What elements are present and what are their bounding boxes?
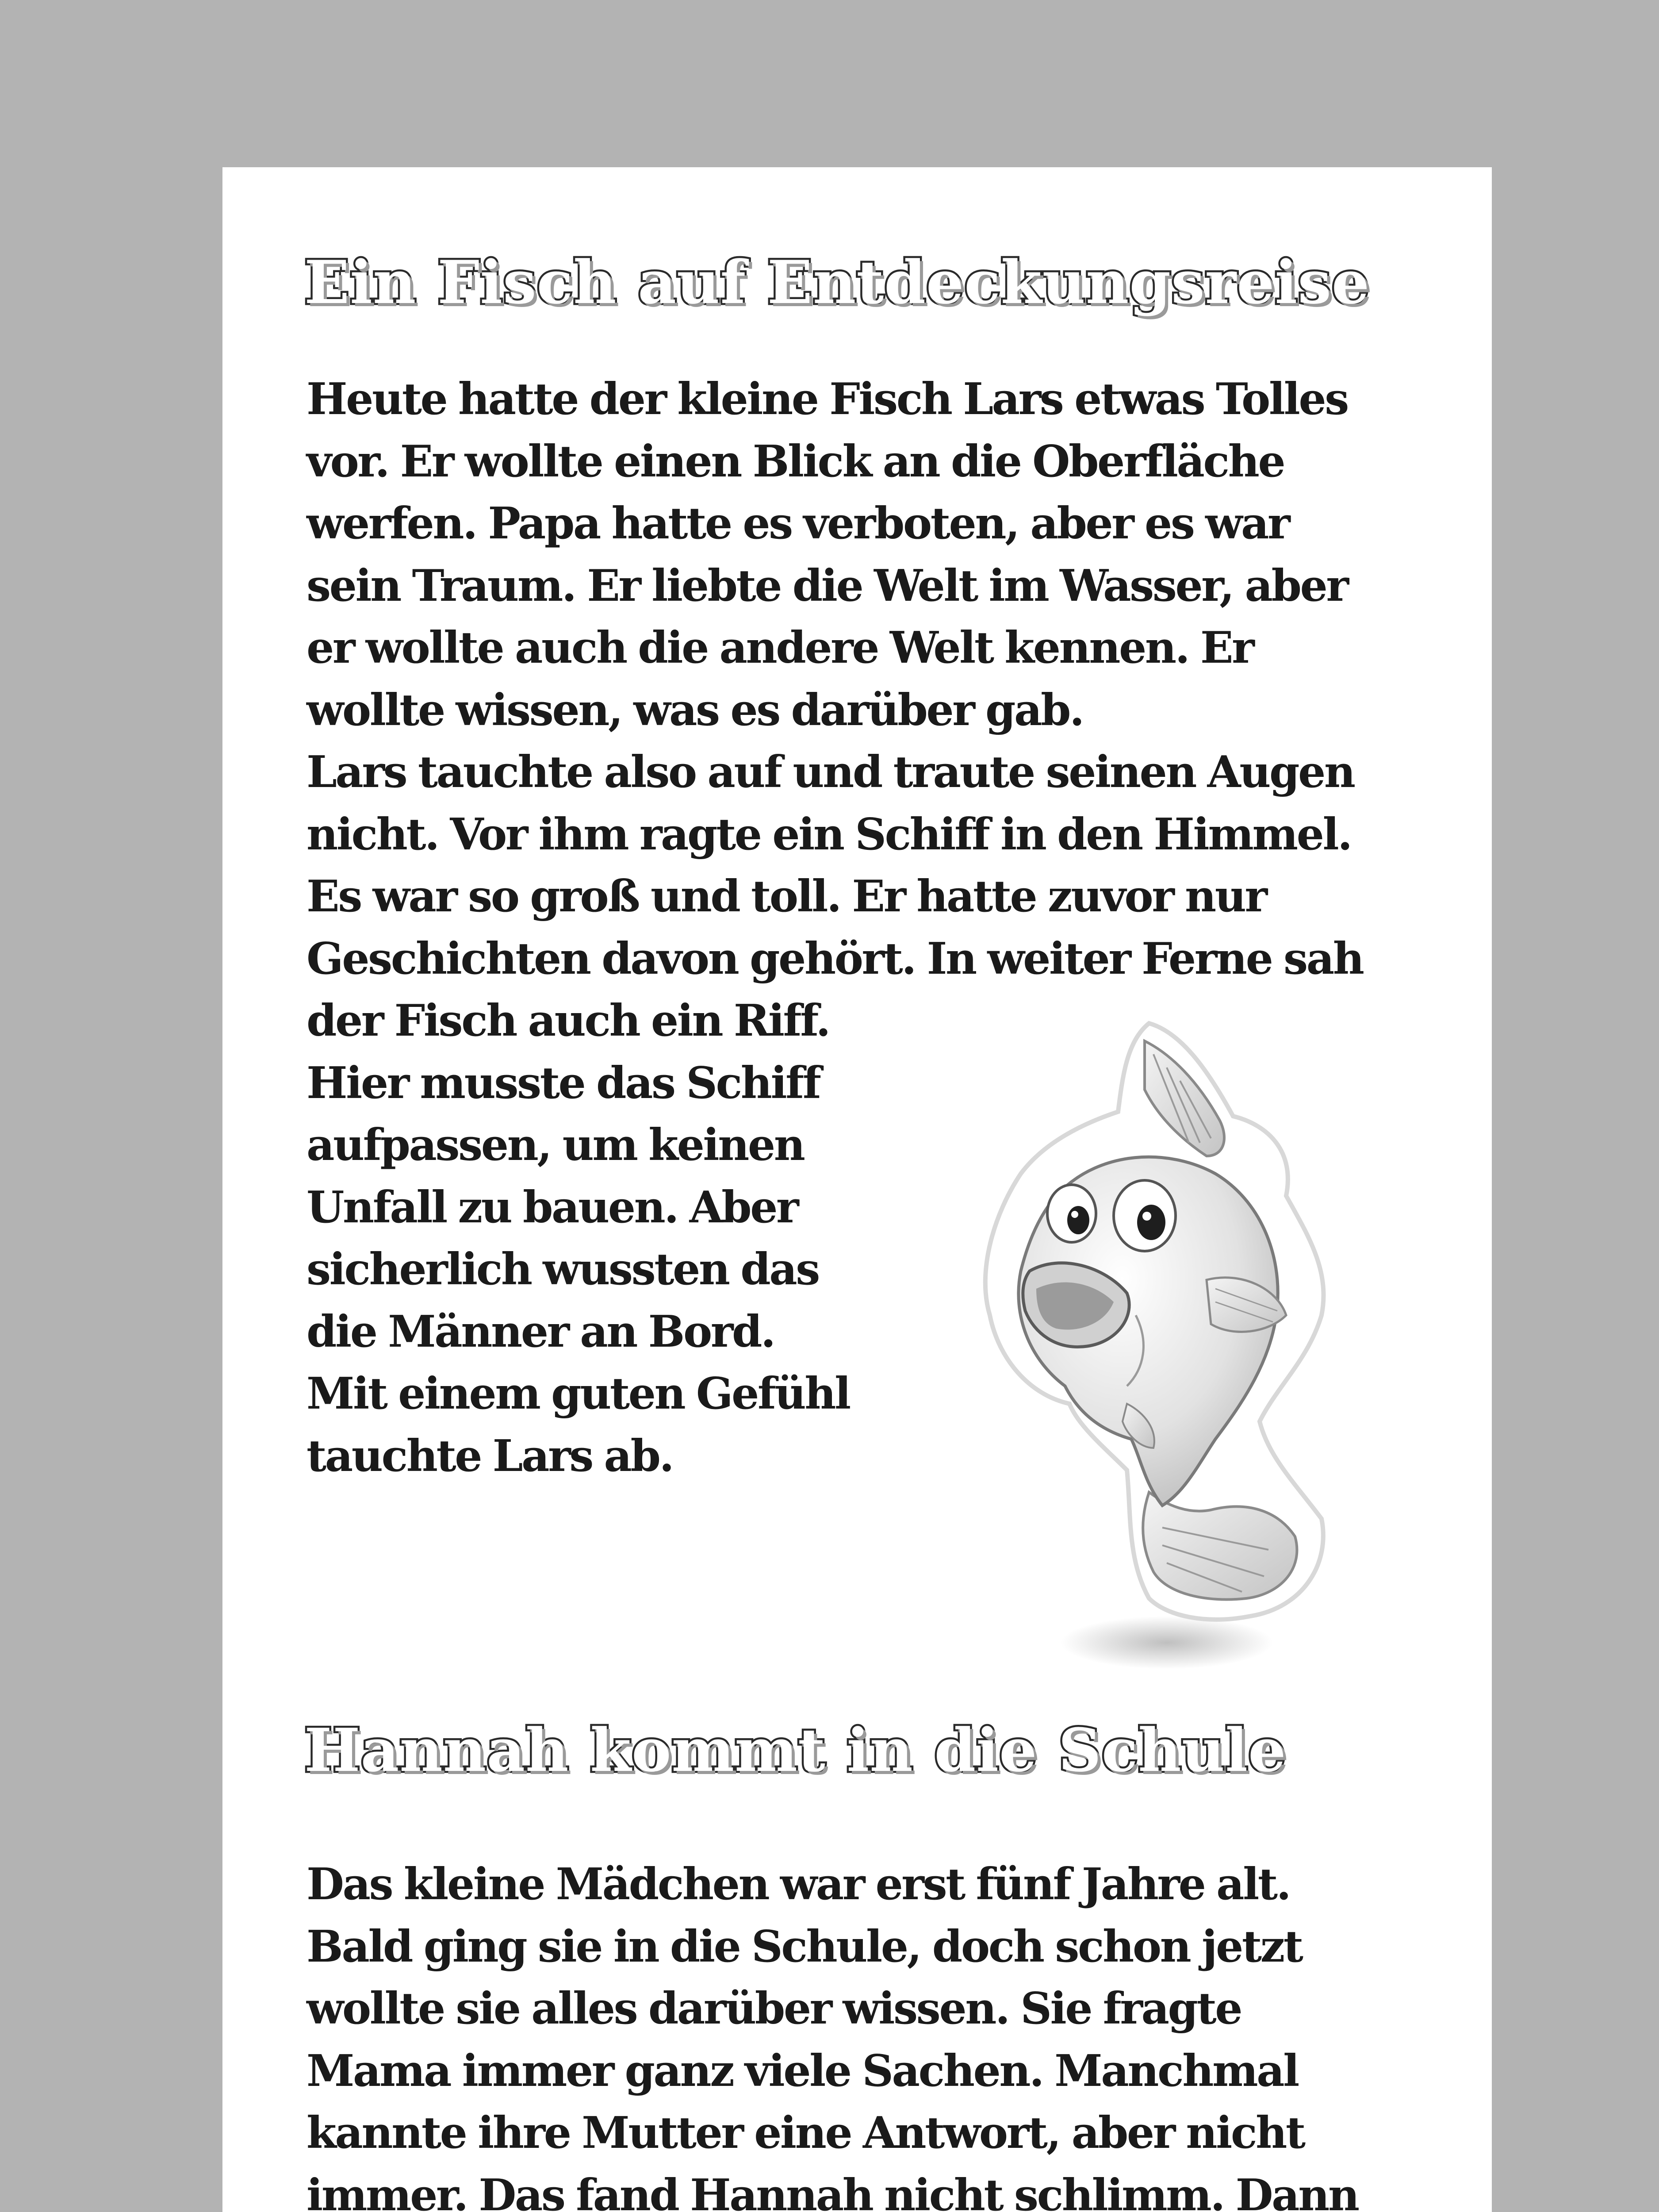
text-line: Mit einem guten Gefühl [307,1368,850,1419]
text-line: sein Traum. Er liebte die Welt im Wasser, aber [307,560,1348,611]
text-line: vor. Er wollte einen Blick an die Oberfläche [307,436,1284,487]
book-page [222,167,1492,2212]
text-line: er wollte auch die andere Welt kennen. Er [307,622,1253,673]
text-line: Heute hatte der kleine Fisch Lars etwas Tolles [307,374,1348,425]
text-line: Hier musste das Schiff [307,1057,820,1109]
story-title-hannah: Hannah kommt in die Schule [304,1715,1287,1785]
text-line: Es war so groß und toll. Er hatte zuvor nur [307,871,1266,922]
text-line: wollte sie alles darüber wissen. Sie fragte [307,1983,1241,2034]
text-line: Unfall zu bauen. Aber [307,1182,798,1233]
text-line: aufpassen, um keinen [307,1120,804,1171]
text-line: Lars tauchte also auf und traute seinen Augen [307,747,1354,798]
text-line: die Männer an Bord. [307,1306,774,1357]
story-title-fish: Ein Fisch auf Entdeckungsreise [304,247,1370,317]
text-line: kannte ihre Mutter eine Antwort, aber nicht [307,2108,1304,2158]
text-line: tauchte Lars ab. [307,1430,673,1482]
text-line: nicht. Vor ihm ragte ein Schiff in den Himmel. [307,809,1351,860]
text-line: wollte wissen, was es darüber gab. [307,684,1083,736]
text-line: Das kleine Mädchen war erst fünf Jahre alt. [307,1859,1290,1910]
text-line: Geschichten davon gehört. In weiter Ferne sah [307,933,1363,984]
cartoon-fish-icon [959,1006,1339,1687]
text-line: Mama immer ganz viele Sachen. Manchmal [307,2045,1298,2097]
text-line: sicherlich wussten das [307,1244,819,1295]
text-line: immer. Das fand Hannah nicht schlimm. Dann [307,2170,1358,2212]
text-line: werfen. Papa hatte es verboten, aber es war [307,498,1289,549]
text-line: Bald ging sie in die Schule, doch schon jetzt [307,1921,1302,1972]
text-line: der Fisch auch ein Riff. [307,995,829,1046]
story-body-hannah [307,1854,1358,2212]
